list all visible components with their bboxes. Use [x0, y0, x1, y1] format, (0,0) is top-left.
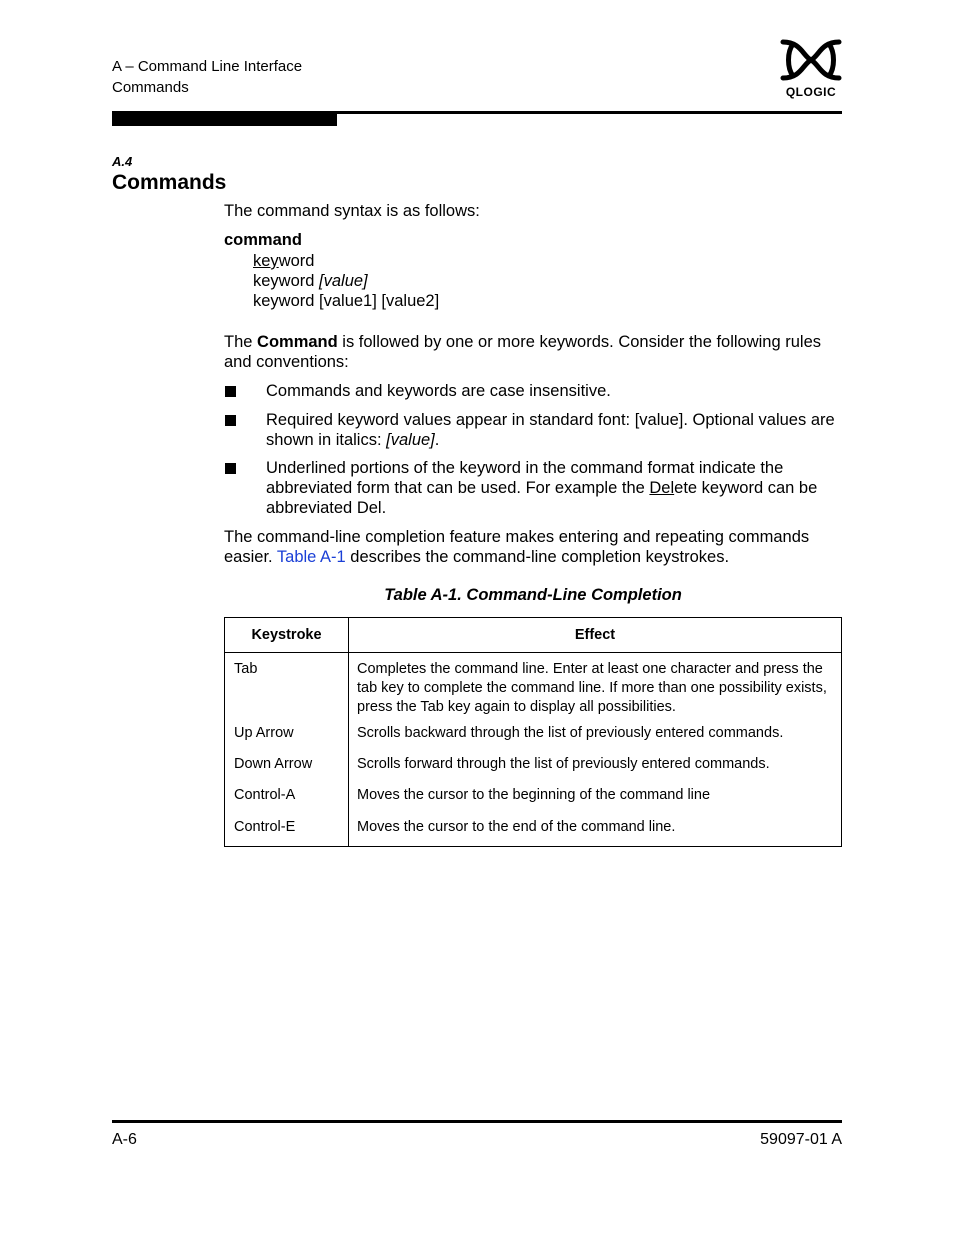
header-section: Commands — [112, 79, 189, 96]
command-completion-table — [224, 617, 842, 847]
header-rule-thin — [337, 111, 842, 114]
bullet-square-icon — [225, 463, 236, 474]
completion-paragraph: The command-line completion feature makes entering and repeating commands easier. Table A-1 describes the command-line completion keystrokes. — [224, 528, 810, 566]
table-row: Control-A Moves the cursor to the beginning of the command line — [225, 786, 842, 818]
syntax-intro: The command syntax is as follows: — [224, 202, 480, 220]
syntax-command: command — [224, 231, 302, 249]
bullet-2: Required keyword values appear in standard font: [value]. Optional values are shown in italics: [value]. — [266, 411, 835, 449]
syntax-keyword-3: keyword [value1] [value2] — [253, 292, 440, 310]
logo-wordmark: QLOGIC — [785, 85, 837, 99]
syntax-keyword-1: keyword — [253, 252, 315, 270]
table-caption: Table A-1. Command-Line Completion — [384, 586, 682, 604]
document-number: 59097-01 A — [760, 1131, 842, 1148]
header-rule-thick — [112, 111, 337, 126]
underlined-abbrev: key — [253, 252, 279, 270]
syntax-keyword-2: keyword [value] — [253, 272, 368, 290]
bullet-square-icon — [225, 386, 236, 397]
qlogic-logo — [779, 38, 843, 100]
table-row: Up Arrow Scrolls backward through the list of previously entered commands. — [225, 724, 842, 755]
bullet-3: Underlined portions of the keyword in the command format indicate the abbreviated form that can be used. For example the Delete keyword can be abbreviated Del. — [266, 459, 818, 517]
bullet-1: Commands and keywords are case insensitive. — [266, 382, 611, 400]
section-title: Commands — [112, 171, 227, 194]
col-header-keystroke: Keystroke — [225, 618, 349, 653]
bullet-square-icon — [225, 415, 236, 426]
table-row: Down Arrow Scrolls forward through the list of previously entered commands. — [225, 755, 842, 786]
section-number: A.4 — [112, 154, 133, 169]
footer-rule — [112, 1120, 842, 1123]
table-a1-link[interactable]: Table A-1 — [276, 548, 346, 566]
col-header-effect: Effect — [349, 618, 842, 653]
table-row: Tab Completes the command line. Enter at least one character and press the tab key to complete the command line. If more than one possibility exists, press the Tab key again to display all possibilities. — [225, 653, 842, 725]
header-chapter: A – Command Line Interface — [112, 58, 303, 75]
table-row: Control-E Moves the cursor to the end of the command line. — [225, 818, 842, 847]
rules-paragraph: The Command is followed by one or more keywords. Consider the following rules and conventions: — [224, 333, 822, 371]
page-number: A-6 — [112, 1131, 137, 1148]
